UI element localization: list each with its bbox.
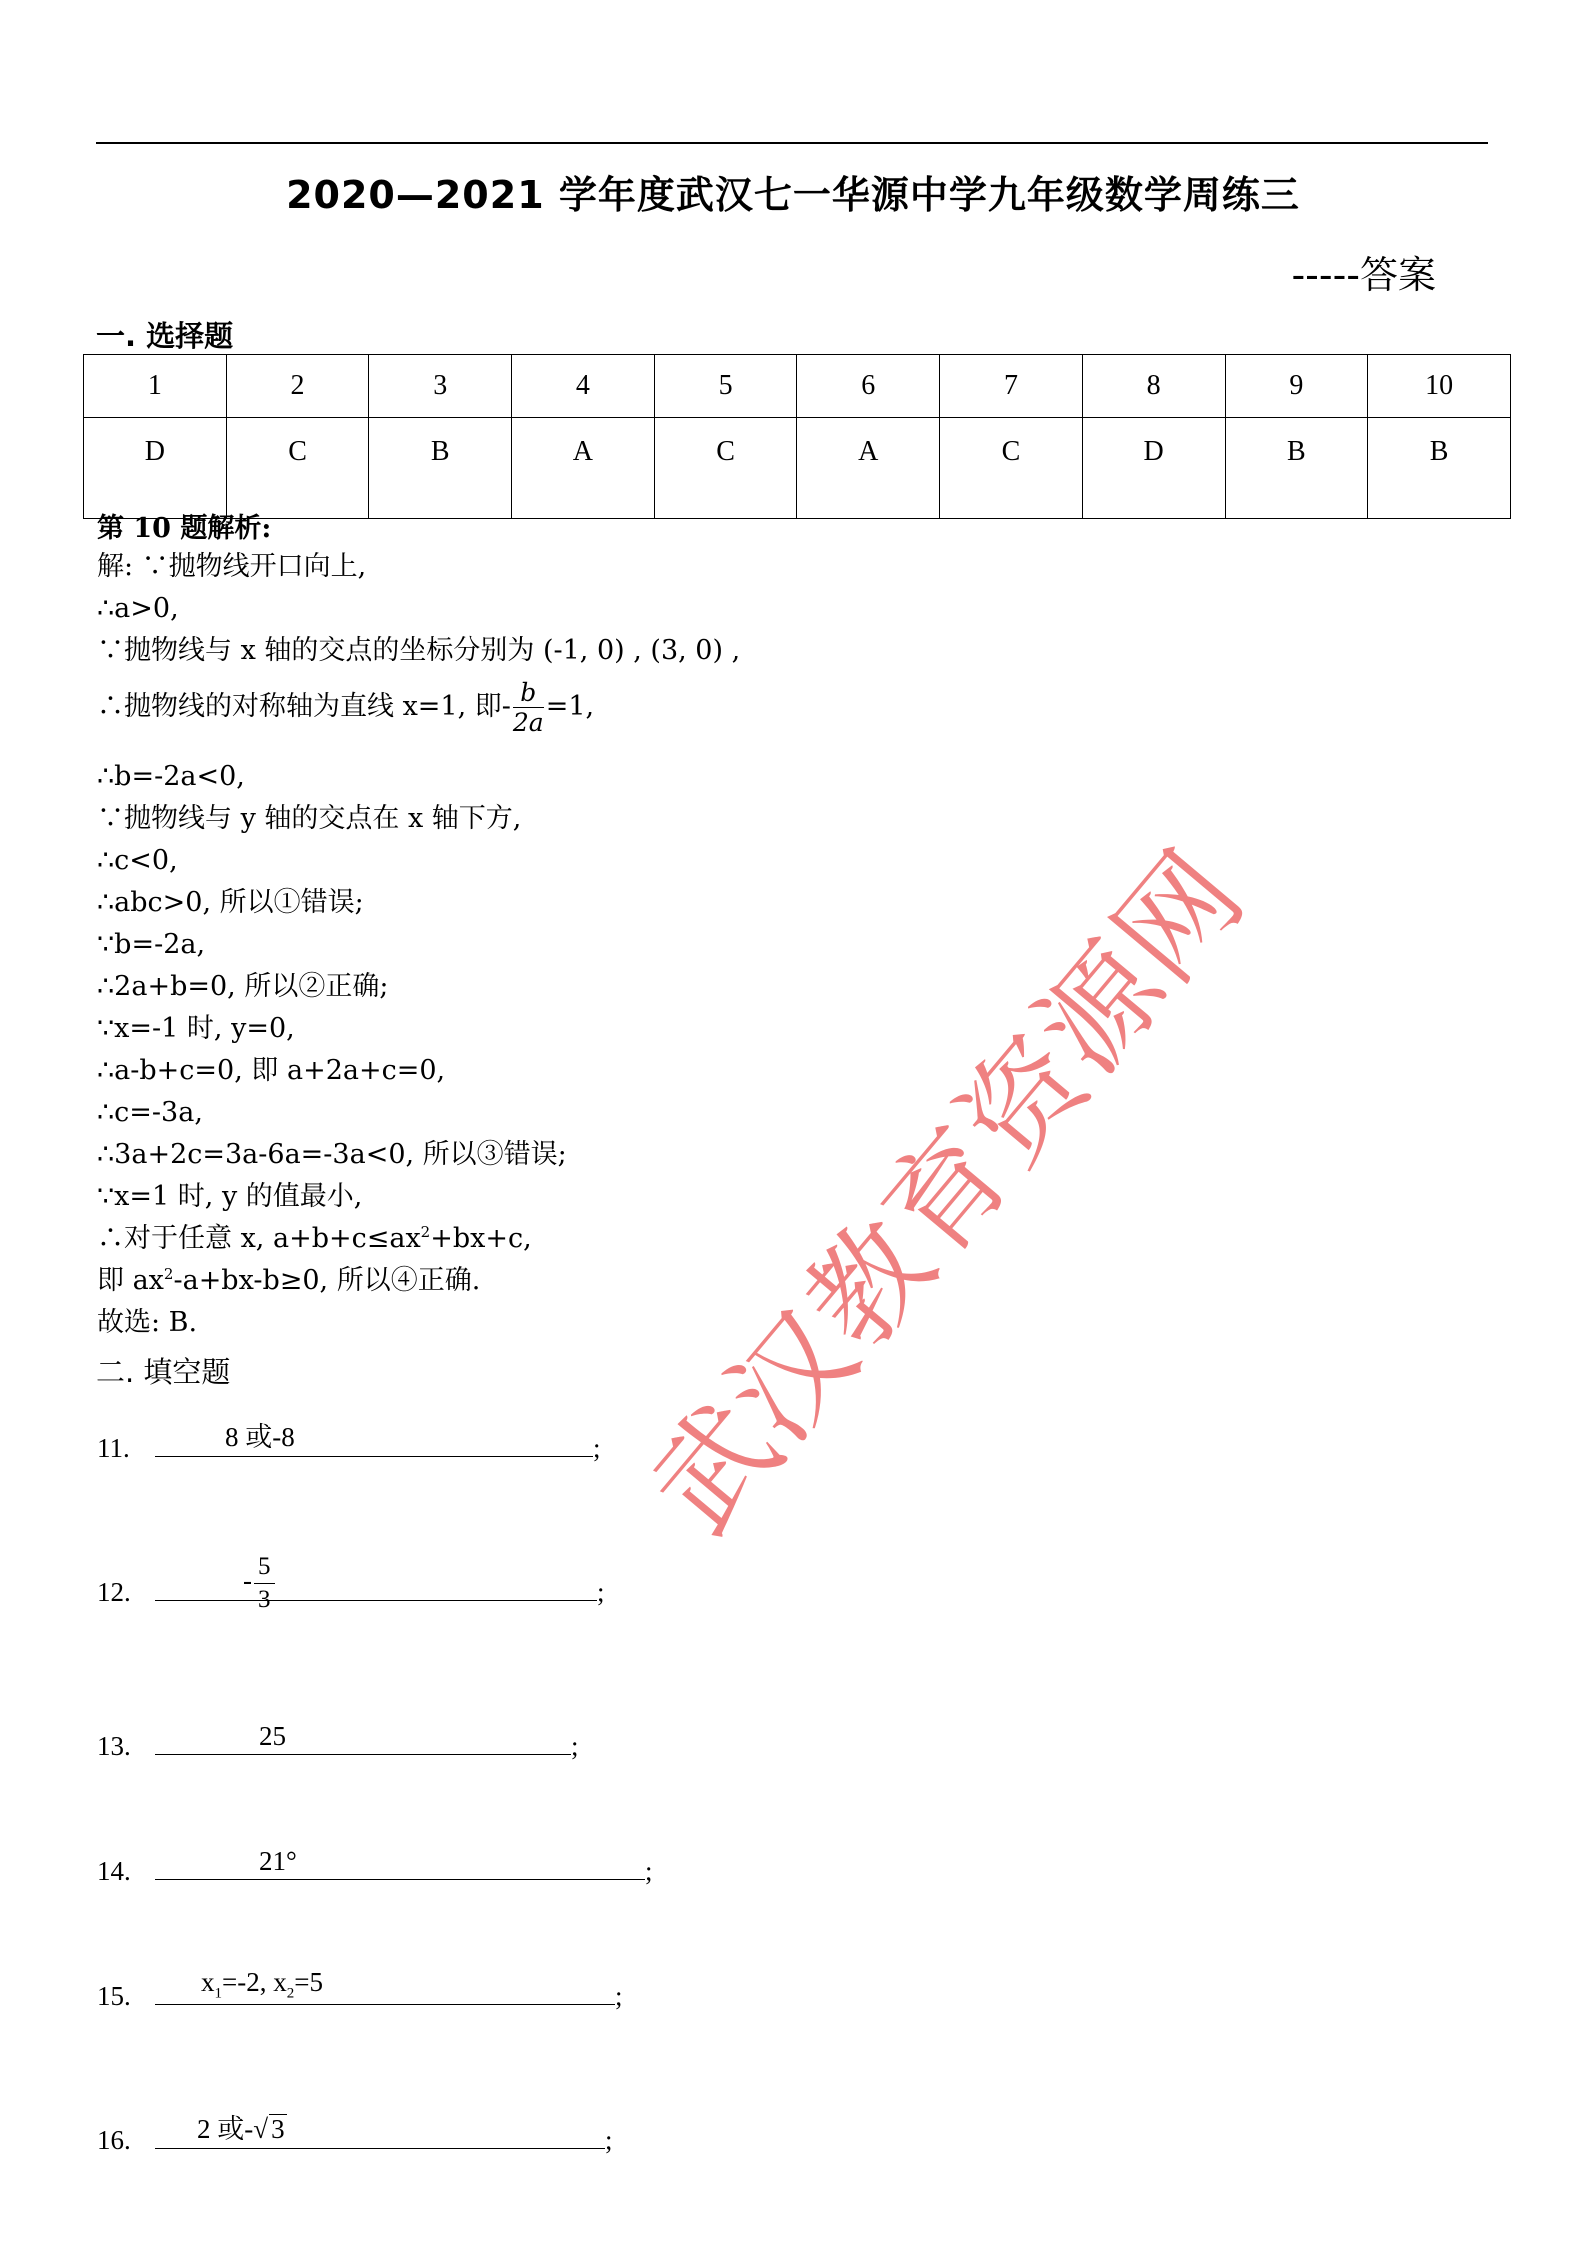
fraction — [513, 680, 544, 735]
table-cell: 6 — [797, 355, 940, 418]
answer-blank — [155, 1721, 571, 1755]
table-cell: A — [512, 418, 655, 519]
terminator: ; — [593, 1433, 601, 1463]
solution-line — [97, 1267, 480, 1294]
question-number: 15. — [97, 1981, 131, 2011]
table-cell: C — [226, 418, 369, 519]
terminator: ; — [645, 1856, 653, 1886]
sqrt-radicand: 3 — [271, 2114, 285, 2144]
answer-value — [201, 1967, 323, 2002]
solution-line: 解: ∵抛物线开口向上, — [97, 551, 367, 582]
answer-blank — [155, 2114, 605, 2149]
subscript: 2 — [286, 1985, 295, 2001]
solution-text: +bx+c, — [430, 1223, 532, 1254]
question-number: 13. — [97, 1731, 131, 1761]
section-choice-heading: 一. 选择题 — [96, 319, 234, 353]
solution-line — [97, 1225, 532, 1252]
solution-line: ∵抛物线与 y 轴的交点在 x 轴下方, — [97, 803, 522, 834]
q10-analysis-heading: 第 10 题解析: — [97, 513, 272, 544]
solution-text: -a+bx-b≥0, 所以④正确. — [173, 1265, 481, 1296]
variable: x — [273, 1966, 287, 1997]
fill-answer-16 — [97, 2114, 613, 2156]
answer-text: =5 — [294, 1966, 323, 1997]
answer-value: 25 — [259, 1721, 286, 1751]
minus-sign: - — [243, 1565, 252, 1596]
table-cell: 8 — [1082, 355, 1225, 418]
question-number: 16. — [97, 2125, 131, 2155]
subscript: 1 — [214, 1985, 222, 2001]
table-cell: D — [84, 418, 227, 519]
solution-line: ∴3a+2c=3a-6a=-3a<0, 所以③错误; — [97, 1139, 567, 1170]
solution-line: ∴2a+b=0, 所以②正确; — [97, 971, 389, 1002]
table-cell: 1 — [84, 355, 227, 418]
table-cell: A — [797, 418, 940, 519]
fraction-numerator: b — [513, 680, 544, 708]
question-number: 14. — [97, 1856, 131, 1886]
solution-line: ∴abc>0, 所以①错误; — [97, 887, 364, 918]
solution-line: ∴b=-2a<0, — [97, 761, 245, 792]
answer-blank — [155, 1553, 597, 1613]
table-cell: 5 — [654, 355, 797, 418]
solution-line: ∵x=-1 时, y=0, — [97, 1013, 295, 1044]
answer-text: =-2, — [222, 1966, 274, 1997]
terminator: ; — [615, 1981, 623, 2011]
answer-value — [197, 2107, 287, 2146]
fill-answer-12 — [97, 1553, 605, 1613]
table-cell: C — [654, 418, 797, 519]
superscript: 2 — [163, 1265, 174, 1283]
table-cell: 2 — [226, 355, 369, 418]
page-title: 2020—2021 学年度武汉七一华源中学九年级数学周练三 — [286, 173, 1300, 217]
solution-text: ∴抛物线的对称轴为直线 x=1, 即- — [97, 691, 511, 722]
answer-subtitle: -----答案 — [1291, 253, 1436, 297]
answer-value: 8 或-8 — [225, 1422, 295, 1452]
solution-line: 故选: B. — [97, 1307, 198, 1338]
fill-answer-11 — [97, 1422, 601, 1464]
table-cell: B — [1225, 418, 1368, 519]
terminator: ; — [605, 2125, 613, 2155]
solution-line: ∴c=-3a, — [97, 1097, 203, 1128]
superscript: 2 — [420, 1223, 431, 1241]
answer-blank — [155, 1422, 593, 1457]
table-cell: B — [1368, 418, 1511, 519]
solution-text: 即 ax — [97, 1265, 164, 1296]
fraction-denominator: 3 — [258, 1586, 271, 1613]
answer-value: 21° — [259, 1846, 297, 1876]
variable: x — [201, 1966, 215, 1997]
answer-text: 2 或- — [197, 2114, 254, 2144]
solution-text: ∴对于任意 x, a+b+c≤ax — [97, 1223, 421, 1254]
terminator: ; — [597, 1577, 605, 1607]
solution-line-fraction — [97, 680, 594, 735]
section-fill-heading: 二. 填空题 — [96, 1355, 231, 1389]
table-cell: 3 — [369, 355, 512, 418]
watermark: 武汉教育资源网 — [624, 825, 1271, 1558]
solution-line: ∴a>0, — [97, 593, 179, 624]
solution-line: ∴c<0, — [97, 845, 178, 876]
fraction-numerator: 5 — [254, 1553, 275, 1584]
table-cell: 10 — [1368, 355, 1511, 418]
table-cell: 7 — [940, 355, 1083, 418]
table-cell: 9 — [1225, 355, 1368, 418]
fraction-denominator: 2a — [512, 708, 544, 737]
question-number-row — [84, 355, 1511, 418]
fill-answer-14 — [97, 1846, 653, 1887]
sqrt-sign: √ — [253, 2114, 269, 2144]
solution-line: ∵b=-2a, — [97, 929, 206, 960]
solution-line: ∴a-b+c=0, 即 a+2a+c=0, — [97, 1055, 446, 1086]
solution-text: =1, — [545, 691, 595, 722]
fill-answer-15 — [97, 1966, 623, 2012]
table-cell: C — [940, 418, 1083, 519]
table-cell: D — [1082, 418, 1225, 519]
header-rule — [96, 142, 1488, 144]
fill-answer-13 — [97, 1721, 579, 1762]
answer-row — [84, 418, 1511, 519]
solution-line: ∵抛物线与 x 轴的交点的坐标分别为 (-1, 0) , (3, 0) , — [97, 635, 741, 666]
answer-value — [243, 1553, 277, 1614]
table-cell: 4 — [512, 355, 655, 418]
answer-blank — [155, 1966, 615, 2005]
solution-line: ∵x=1 时, y 的值最小, — [97, 1181, 363, 1212]
question-number: 11. — [97, 1433, 130, 1463]
answer-blank — [155, 1846, 645, 1880]
terminator: ; — [571, 1731, 579, 1761]
table-cell: B — [369, 418, 512, 519]
question-number: 12. — [97, 1577, 131, 1607]
fraction — [254, 1553, 275, 1614]
choice-answer-table — [83, 354, 1511, 519]
